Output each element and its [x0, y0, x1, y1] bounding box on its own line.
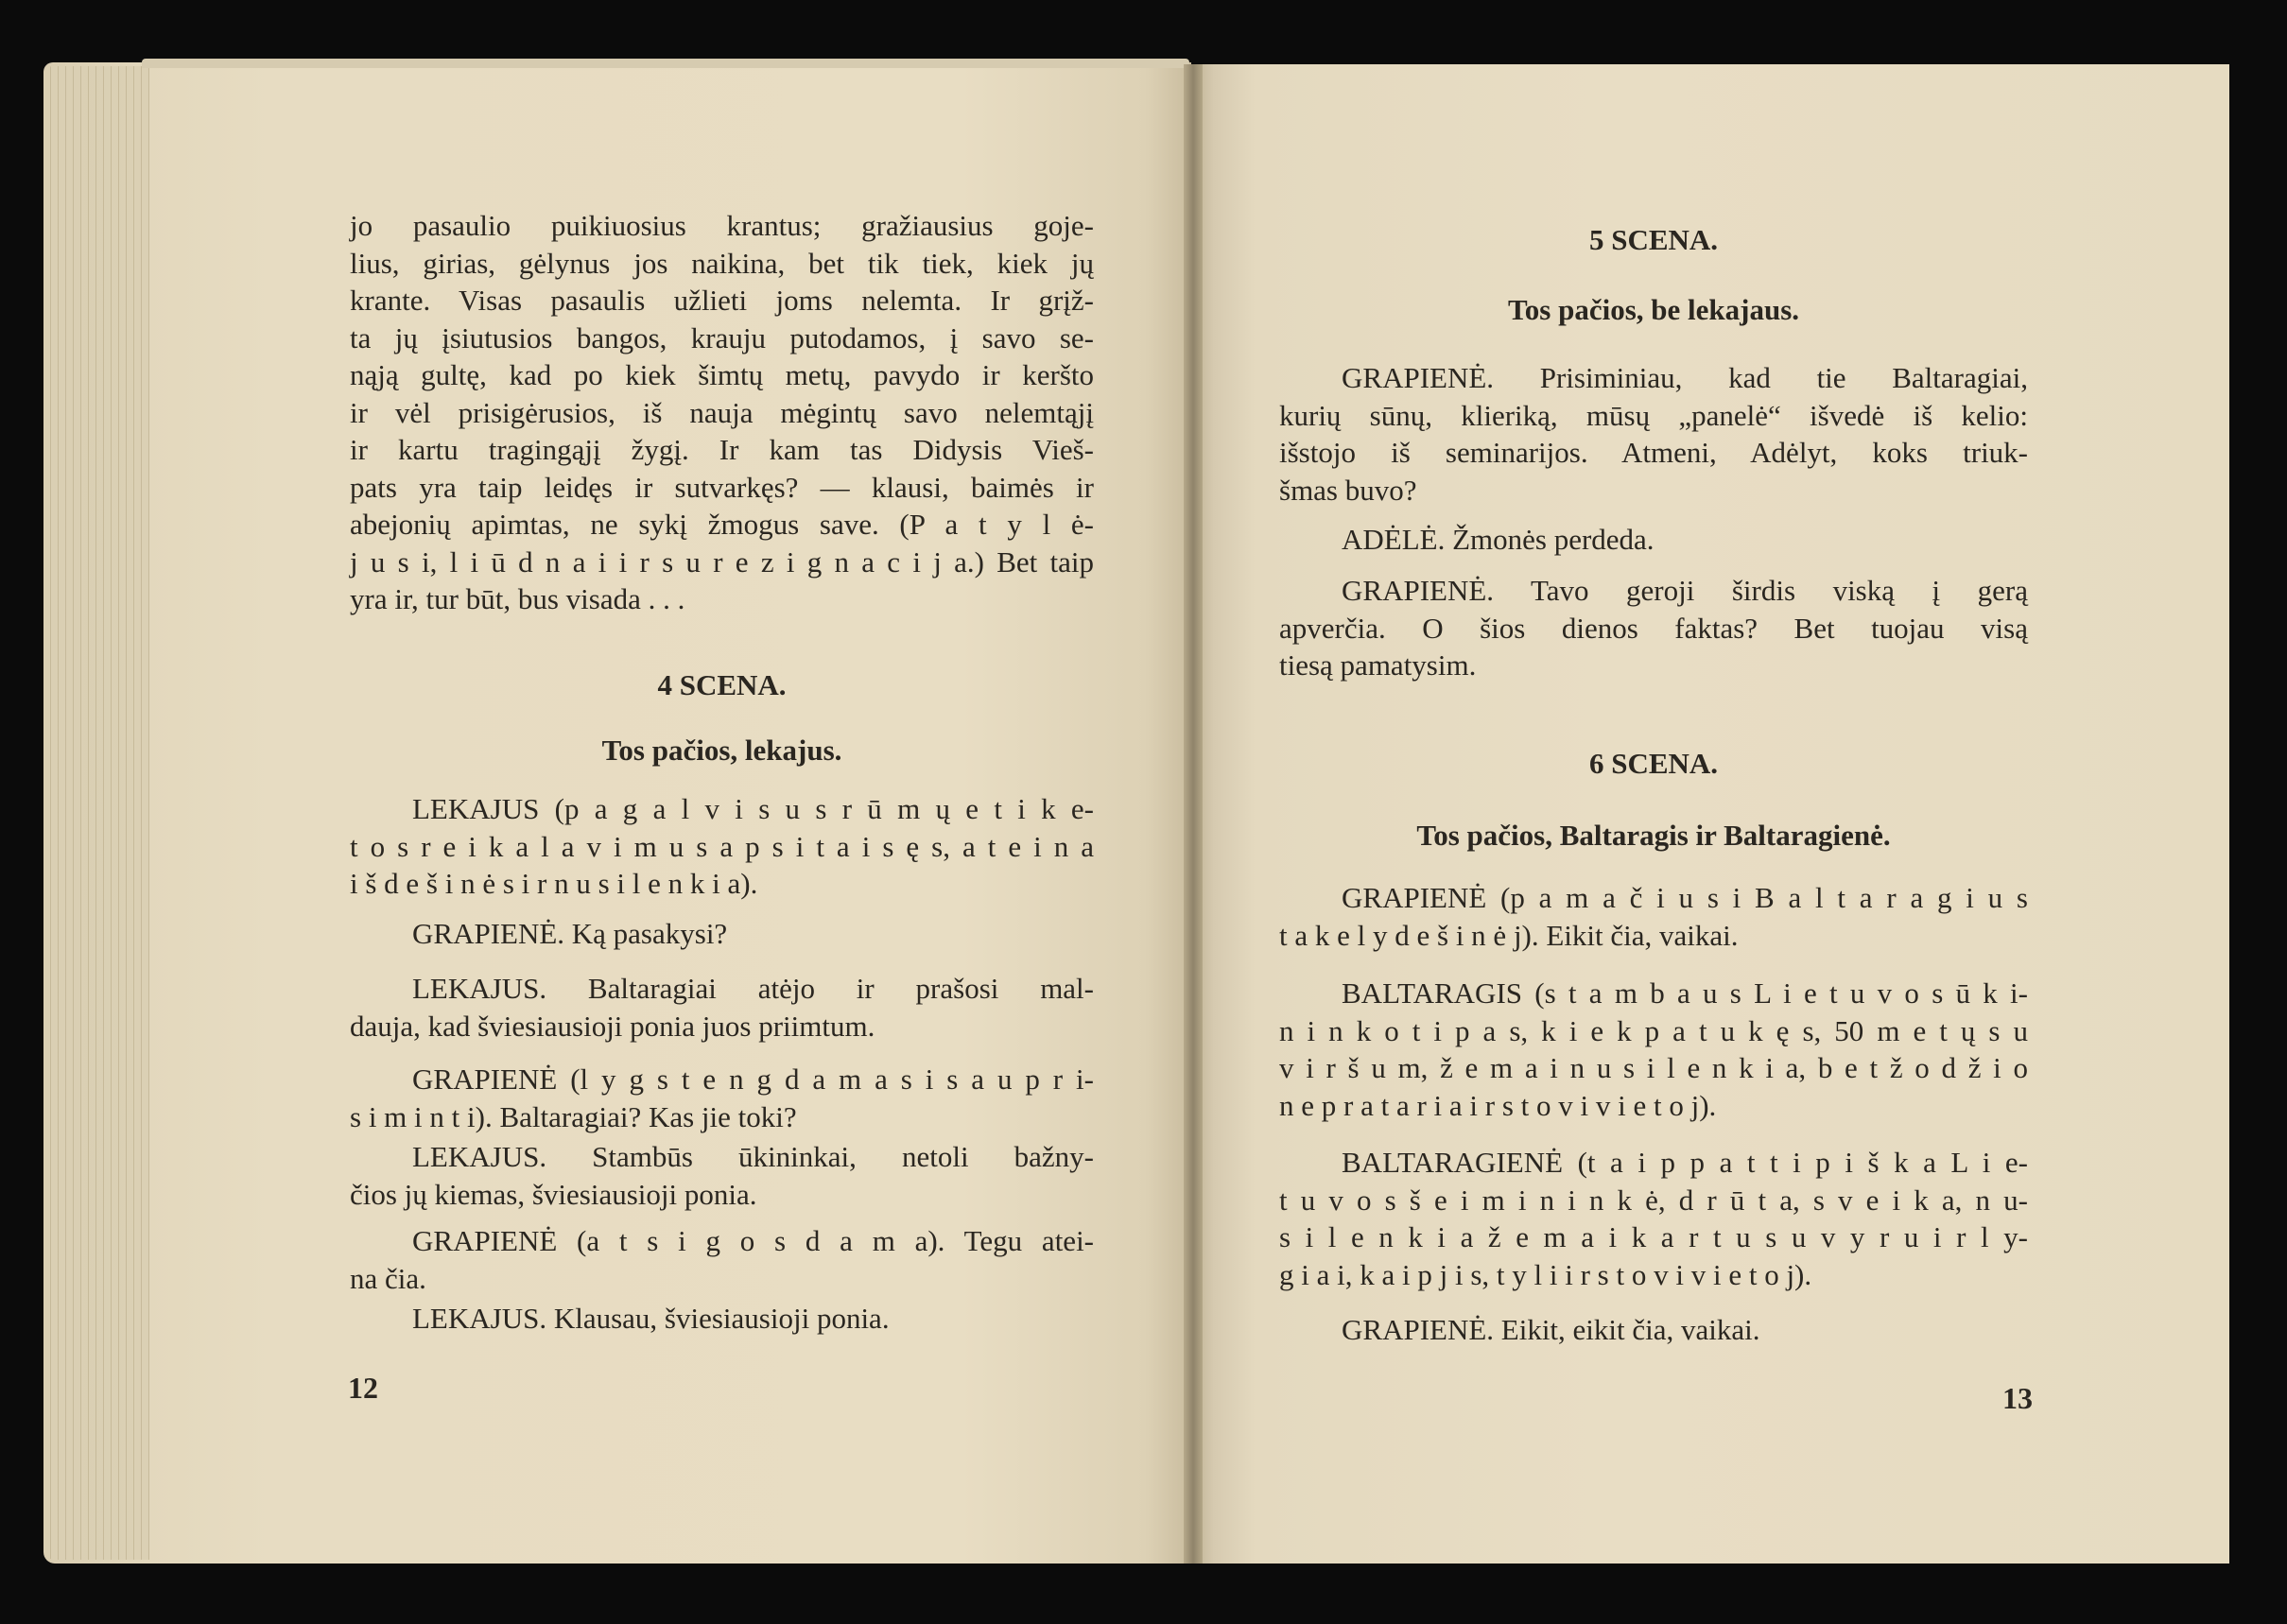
book-spine [1184, 64, 1203, 1564]
text-line: g i a i, k a i p j i s, t y l i i r s t o v i v i e t o j). [1279, 1257, 1812, 1291]
text-line: i š d e š i n ė s i r n u s i l e n k i a). [350, 867, 758, 900]
text-line: čios jų kiemas, šviesiausioji ponia. [350, 1177, 757, 1211]
paragraph-lekajus-2 [350, 1138, 1094, 1213]
text-line: GRAPIENĖ. Prisiminiau, kad tie Baltaragiai, [1342, 361, 2028, 394]
text-line: t a k e l y d e š i n ė j). Eikit čia, vaikai. [1279, 918, 1739, 952]
paragraph-intro [350, 207, 1094, 618]
text-line: GRAPIENĖ (l y g s t e n g d a m a s i s a u p r i- [412, 1063, 1094, 1096]
paragraph-grapiene-3 [350, 1222, 1094, 1297]
text-line: pats yra taip leidęs ir sutvarkęs? — klausi, baimės ir [350, 470, 1094, 504]
text-line: GRAPIENĖ. Eikit, eikit čia, vaikai. [1342, 1313, 1760, 1346]
paragraph-baltaragis [1279, 975, 2028, 1124]
scene-6-title: 6 SCENA. [1588, 747, 1719, 780]
text-line: tiesą pamatysim. [1279, 648, 1477, 682]
text-line: šmas buvo? [1279, 473, 1417, 507]
text-line: na čia. [350, 1261, 426, 1295]
scene-6-subtitle: Tos pačios, Baltaragis ir Baltaragienė. [1416, 819, 1891, 852]
text-line: BALTARAGIENĖ (t a i p p a t t i p i š k a L i e- [1342, 1146, 2028, 1179]
scene-4-title: 4 SCENA. [657, 668, 787, 701]
paragraph-baltaragiene [1279, 1144, 2028, 1293]
text-line: nąją gultę, kad po kiek šimtų metų, pavydo ir keršto [350, 358, 1094, 391]
paragraph-grapiene-4 [1279, 359, 2028, 509]
paragraph-adele [1279, 521, 2028, 559]
paragraph-grapiene-7 [1279, 1311, 2028, 1349]
text-line: LEKAJUS. Klausau, šviesiausioji ponia. [412, 1302, 890, 1335]
page-number-right: 13 [2002, 1381, 2033, 1415]
text-line: s i m i n t i). Baltaragiai? Kas jie toki? [350, 1099, 797, 1133]
text-line: GRAPIENĖ. Ką pasakysi? [412, 917, 728, 950]
text-line: ir vėl prisigėrusios, iš nauja mėgintų savo nelemtąjį [350, 395, 1094, 429]
text-line: krante. Visas pasaulis užlieti joms nelemta. Ir grįž- [350, 284, 1094, 317]
text-line: ir kartu tragingąjį žygį. Ir kam tas Didysis Vieš- [350, 433, 1094, 466]
text-line: j u s i, l i ū d n a i i r s u r e z i g n a c i j a.) Bet taip [350, 544, 1094, 579]
text-line: s i l e n k i a ž e m a i k a r t u s u v y r u i r l y- [1279, 1220, 2028, 1253]
page-number-left: 12 [348, 1371, 378, 1405]
text-line: jo pasaulio puikiuosius krantus; gražiausius goje- [350, 209, 1094, 242]
text-line: ADĖLĖ. Žmonės perdeda. [1342, 523, 1655, 556]
paragraph-lekajus-entrance [350, 790, 1094, 903]
paragraph-grapiene-5 [1279, 572, 2028, 684]
text-line: LEKAJUS. Stambūs ūkininkai, netoli bažny- [412, 1140, 1094, 1173]
text-line: kurių sūnų, klieriką, mūsų „panelė“ išvedė iš kelio: [1279, 398, 2028, 432]
text-line: išstojo iš seminarijos. Atmeni, Adėlyt, koks triuk- [1279, 436, 2028, 469]
text-line: apverčia. O šios dienos faktas? Bet tuojau visą [1279, 611, 2028, 645]
text-line: BALTARAGIS (s t a m b a u s L i e t u v o s ū k i- [1342, 976, 2028, 1010]
text-line: LEKAJUS. Baltaragiai atėjo ir prašosi mal- [412, 972, 1094, 1005]
text-line: ta jų įsiutusios bangos, krauju putodamos, į savo se- [350, 320, 1094, 354]
text-line: GRAPIENĖ (a t s i g o s d a m a). Tegu atei- [412, 1224, 1094, 1257]
text-line: GRAPIENĖ (p a m a č i u s i B a l t a r a g i u s [1342, 881, 2028, 914]
text-line: LEKAJUS (p a g a l v i s u s r ū m ų e t i k e- [412, 792, 1094, 825]
text-line: lius, girias, gėlynus jos naikina, bet tik tiek, kiek jų [350, 246, 1094, 280]
scene-4-subtitle: Tos pačios, lekajus. [601, 734, 842, 767]
text-line: v i r š u m, ž e m a i n u s i l e n k i a, b e t ž o d ž i o [1279, 1051, 2028, 1084]
text-line: dauja, kad šviesiausioji ponia juos priimtum. [350, 1009, 875, 1043]
text-line: n e p r a t a r i a i r s t o v i v i e t o j). [1279, 1088, 1717, 1122]
page-stack-edges [43, 66, 149, 1560]
paragraph-grapiene-2 [350, 1061, 1094, 1135]
paragraph-lekajus-1 [350, 970, 1094, 1045]
text-line: t u v o s š e i m i n i n k ė, d r ū t a, s v e i k a, n u- [1279, 1183, 2028, 1217]
paragraph-grapiene-1 [350, 915, 1094, 953]
text-line: n i n k o t i p a s, k i e k p a t u k ę s, 50 m e t ų s u [1279, 1013, 2028, 1047]
paragraph-lekajus-3 [350, 1300, 1094, 1338]
text-line: abejonių apimtas, ne sykį žmogus save. (P a t y l ė- [350, 508, 1094, 541]
page-top-edge [142, 59, 1189, 68]
scene-5-subtitle: Tos pačios, be lekajaus. [1507, 293, 1800, 326]
text-line: t o s r e i k a l a v i m u s a p s i t a i s ę s, a t e i n a [350, 829, 1094, 863]
text-line: GRAPIENĖ. Tavo geroji širdis viską į gerą [1342, 574, 2028, 607]
text-line: yra ir, tur būt, bus visada . . . [350, 582, 685, 615]
scene-5-title: 5 SCENA. [1588, 223, 1719, 256]
paragraph-grapiene-6 [1279, 879, 2028, 954]
